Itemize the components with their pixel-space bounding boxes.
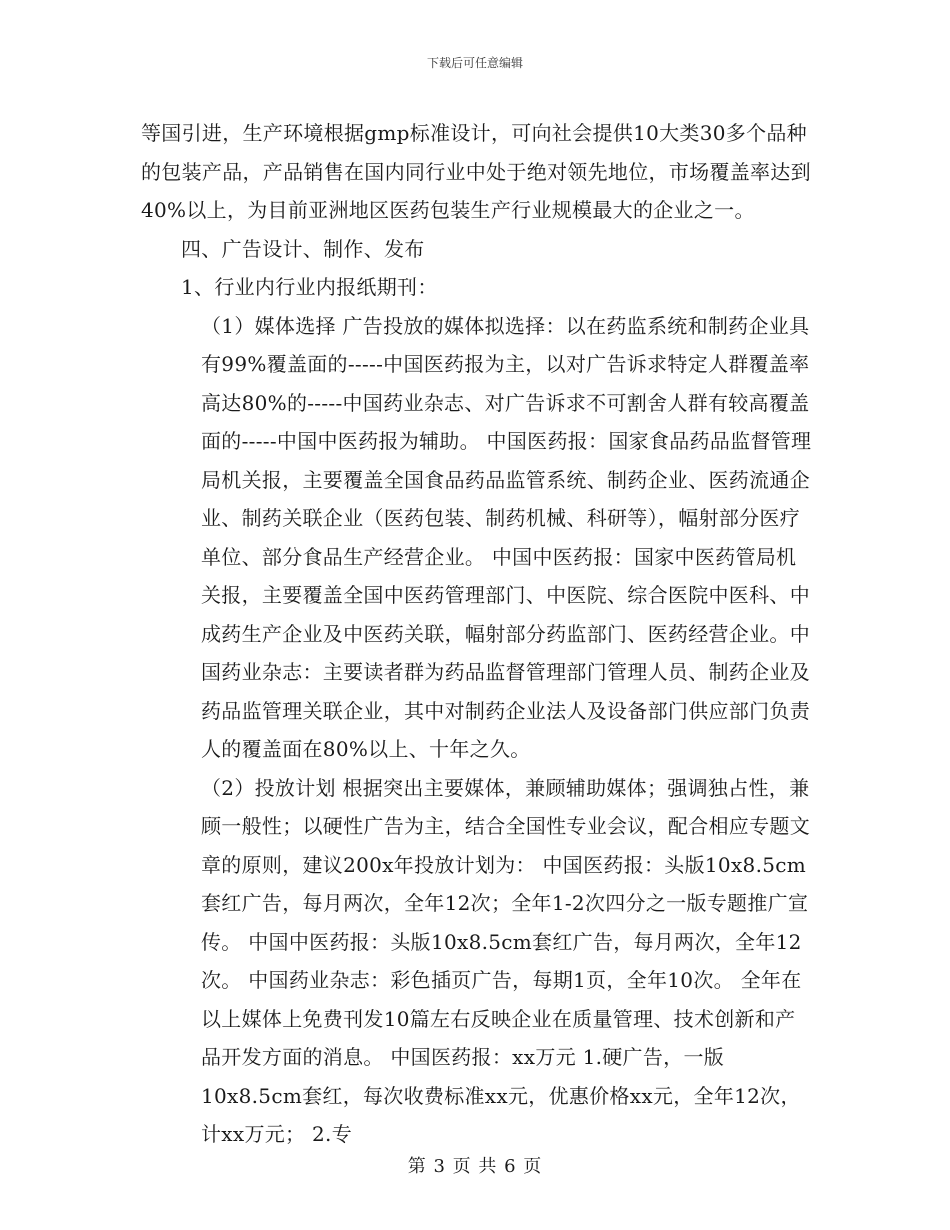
paragraph-intro-continued: 等国引进，生产环境根据gmp标准设计，可向社会提供10大类30多个品种的包装产品，产品销售在国内同行业中处于绝对领先地位，市场覆盖率达到40%以上，为目前亚洲地区医药包装生产行业规模最大的企业之一。	[141, 121, 811, 222]
page-header: 下载后可任意编辑	[426, 56, 523, 70]
paragraph-media-selection: （1）媒体选择 广告投放的媒体拟选择：以在药监系统和制药企业具有99%覆盖面的-----中国医药报为主，以对广告诉求特定人群覆盖率高达80%的-----中国药业杂志、对广告诉求不可割舍人群有较高覆盖面的-----中国中医药报为辅助。 中国医药报：国家食品药品监督管理局机关报，主要覆盖全国食品药品监管系统、制药企业、医药流通企业、制药关联企业（医药包装、制药机械、科研等），幅射部分医疗单位、部分食品生产经营企业。 中国中医药报：国家中医药管局机关报，主要覆盖全国中医药管理部门、中医院、综合医院中医科、中成药生产企业及中医药关联，幅射部分药监部门、医药经营企业。中国药业杂志：主要读者群为药品监督管理部门管理人员、制药企业及药品监管理关联企业，其中对制药企业法人及设备部门供应部门负责人的覆盖面在80%以上、十年之久。	[201, 313, 812, 761]
document-body	[141, 114, 813, 1154]
paragraph-placement-plan: （2）投放计划 根据突出主要媒体，兼顾辅助媒体；强调独占性，兼顾一般性；以硬性广告为主，结合全国性专业会议，配合相应专题文章的原则，建议200x年投放计划为： 中国医药报：头版10x8.5cm套红广告，每月两次，全年12次；全年1-2次四分之一版专题推广宣传。 中国中医药报：头版10x8.5cm套红广告，每月两次，全年12次。 中国药业杂志：彩色插页广告，每期1页，全年10次。 全年在以上媒体上免费刊发10篇左右反映企业在质量管理、技术创新和产品开发方面的消息。 中国医药报：xx万元 1.硬广告，一版10x8.5cm套红，每次收费标准xx元，优惠价格xx元，全年12次，计xx万元； 2.专	[201, 775, 810, 1146]
page-number: 第 3 页 共 6 页	[407, 1156, 543, 1177]
subsection-heading: 1、行业内行业内报纸期刊：	[181, 275, 438, 299]
section-heading: 四、广告设计、制作、发布	[181, 236, 425, 261]
